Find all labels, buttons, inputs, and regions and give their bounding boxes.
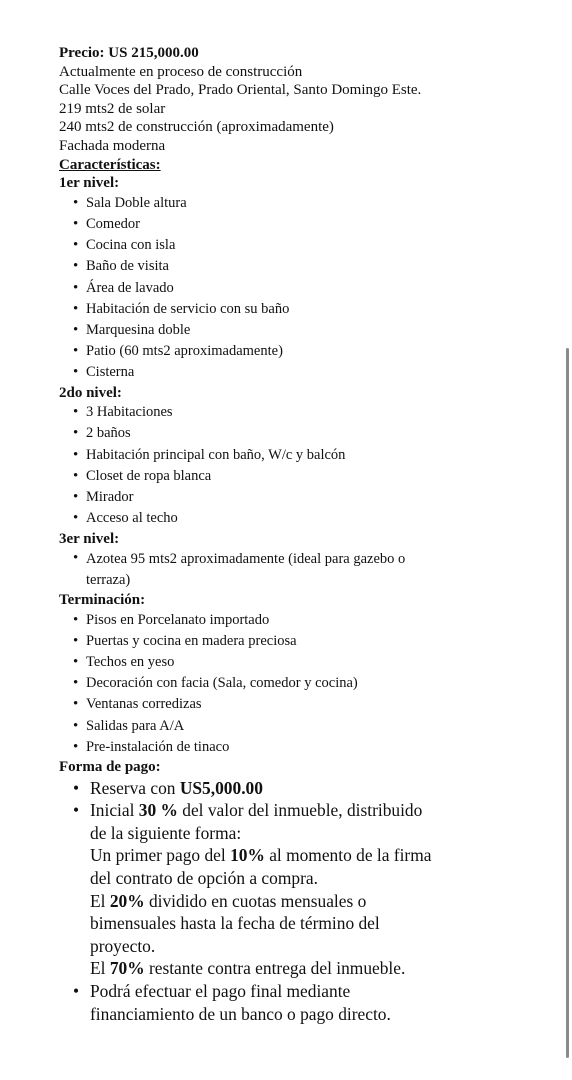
level2-heading: 2do nivel: bbox=[59, 384, 122, 401]
list-item: • Techos en yeso bbox=[59, 652, 559, 673]
list-item: • Habitación principal con baño, W/c y balcón bbox=[59, 445, 559, 466]
rest-payment-text-rest: restante contra entrega del inmueble. bbox=[144, 958, 406, 979]
features-heading: Características: bbox=[59, 156, 161, 173]
list-item: • Marquesina doble bbox=[59, 320, 559, 341]
level3-list bbox=[59, 549, 559, 591]
list-item: • Baño de visita bbox=[59, 256, 559, 277]
list-item: • Habitación de servicio con su baño bbox=[59, 299, 559, 320]
reserve-amount: US5,000.00 bbox=[179, 777, 263, 798]
list-item: • Patio (60 mts2 aproximadamente) bbox=[59, 341, 559, 362]
facade: Fachada moderna bbox=[59, 137, 166, 154]
level3-heading: 3er nivel: bbox=[59, 531, 120, 548]
price: Precio: US 215,000.00 bbox=[59, 45, 199, 61]
scrollbar[interactable] bbox=[566, 348, 569, 1058]
payment-list bbox=[59, 777, 559, 1026]
list-item: • 2 baños bbox=[59, 423, 559, 444]
list-item: • Área de lavado bbox=[59, 278, 559, 299]
first-payment-text-rest: al momento de la firma bbox=[264, 845, 432, 866]
list-item: • Comedor bbox=[59, 214, 559, 235]
final-line1: • Podrá efectuar el pago final mediante bbox=[90, 980, 351, 1001]
list-item-line: • Azotea 95 mts2 aproximadamente (ideal para gazebo o bbox=[86, 550, 406, 567]
second-payment-text: El bbox=[90, 890, 110, 911]
initial-line2: de la siguiente forma: bbox=[90, 822, 242, 843]
list-item: • Decoración con facia (Sala, comedor y cocina) bbox=[59, 673, 559, 694]
second-payment-line2: bimensuales hasta la fecha de término del bbox=[90, 913, 380, 934]
level1-heading: 1er nivel: bbox=[59, 175, 120, 192]
payment-initial bbox=[59, 799, 559, 980]
first-payment-percent: 10% bbox=[230, 845, 265, 866]
second-payment-line3: proyecto. bbox=[90, 935, 156, 956]
first-payment-text: Un primer pago del bbox=[90, 845, 231, 866]
list-item: • Puertas y cocina en madera preciosa bbox=[59, 631, 559, 652]
level1-list bbox=[59, 193, 559, 384]
list-item: • Cisterna bbox=[59, 362, 559, 383]
second-payment-percent: 20% bbox=[109, 890, 145, 911]
payment-heading: Forma de pago: bbox=[59, 759, 161, 775]
first-payment-line2: del contrato de opción a compra. bbox=[90, 867, 318, 888]
list-item: • Closet de ropa blanca bbox=[59, 466, 559, 487]
list-item: • Salidas para A/A bbox=[59, 716, 559, 737]
construction-size: 240 mts2 de construcción (aproximadamente) bbox=[59, 119, 334, 136]
final-line2: financiamiento de un banco o pago directo. bbox=[90, 1003, 391, 1024]
address: Calle Voces del Prado, Prado Oriental, Santo Domingo Este. bbox=[59, 82, 422, 99]
initial-text: Inicial bbox=[90, 800, 139, 821]
list-item: • 3 Habitaciones bbox=[59, 402, 559, 423]
rest-payment-percent: 70% bbox=[109, 958, 145, 979]
list-item: • Ventanas corredizas bbox=[59, 694, 559, 715]
list-item: • Cocina con isla bbox=[59, 235, 559, 256]
finish-list bbox=[59, 610, 559, 758]
initial-percent: 30 % bbox=[138, 800, 178, 821]
listing-document bbox=[59, 44, 559, 1025]
list-item: • Mirador bbox=[59, 487, 559, 508]
payment-final bbox=[59, 980, 559, 1025]
reserve-text: Reserva con bbox=[90, 777, 180, 798]
second-payment-text-rest: dividido en cuotas mensuales o bbox=[144, 890, 367, 911]
list-item: • Sala Doble altura bbox=[59, 193, 559, 214]
initial-text-rest: del valor del inmueble, distribuido bbox=[177, 800, 423, 821]
finish-heading: Terminación: bbox=[59, 591, 146, 608]
lot-size: 219 mts2 de solar bbox=[59, 100, 166, 117]
rest-payment-text: El bbox=[90, 958, 110, 979]
list-item bbox=[59, 549, 559, 591]
list-item-line: terraza) bbox=[86, 571, 131, 588]
list-item: • Pre-instalación de tinaco bbox=[59, 737, 559, 758]
list-item: • Acceso al techo bbox=[59, 508, 559, 529]
list-item: • Pisos en Porcelanato importado bbox=[59, 610, 559, 631]
level2-list bbox=[59, 402, 559, 529]
construction-status: Actualmente en proceso de construcción bbox=[59, 63, 303, 80]
payment-reserve bbox=[59, 777, 559, 800]
